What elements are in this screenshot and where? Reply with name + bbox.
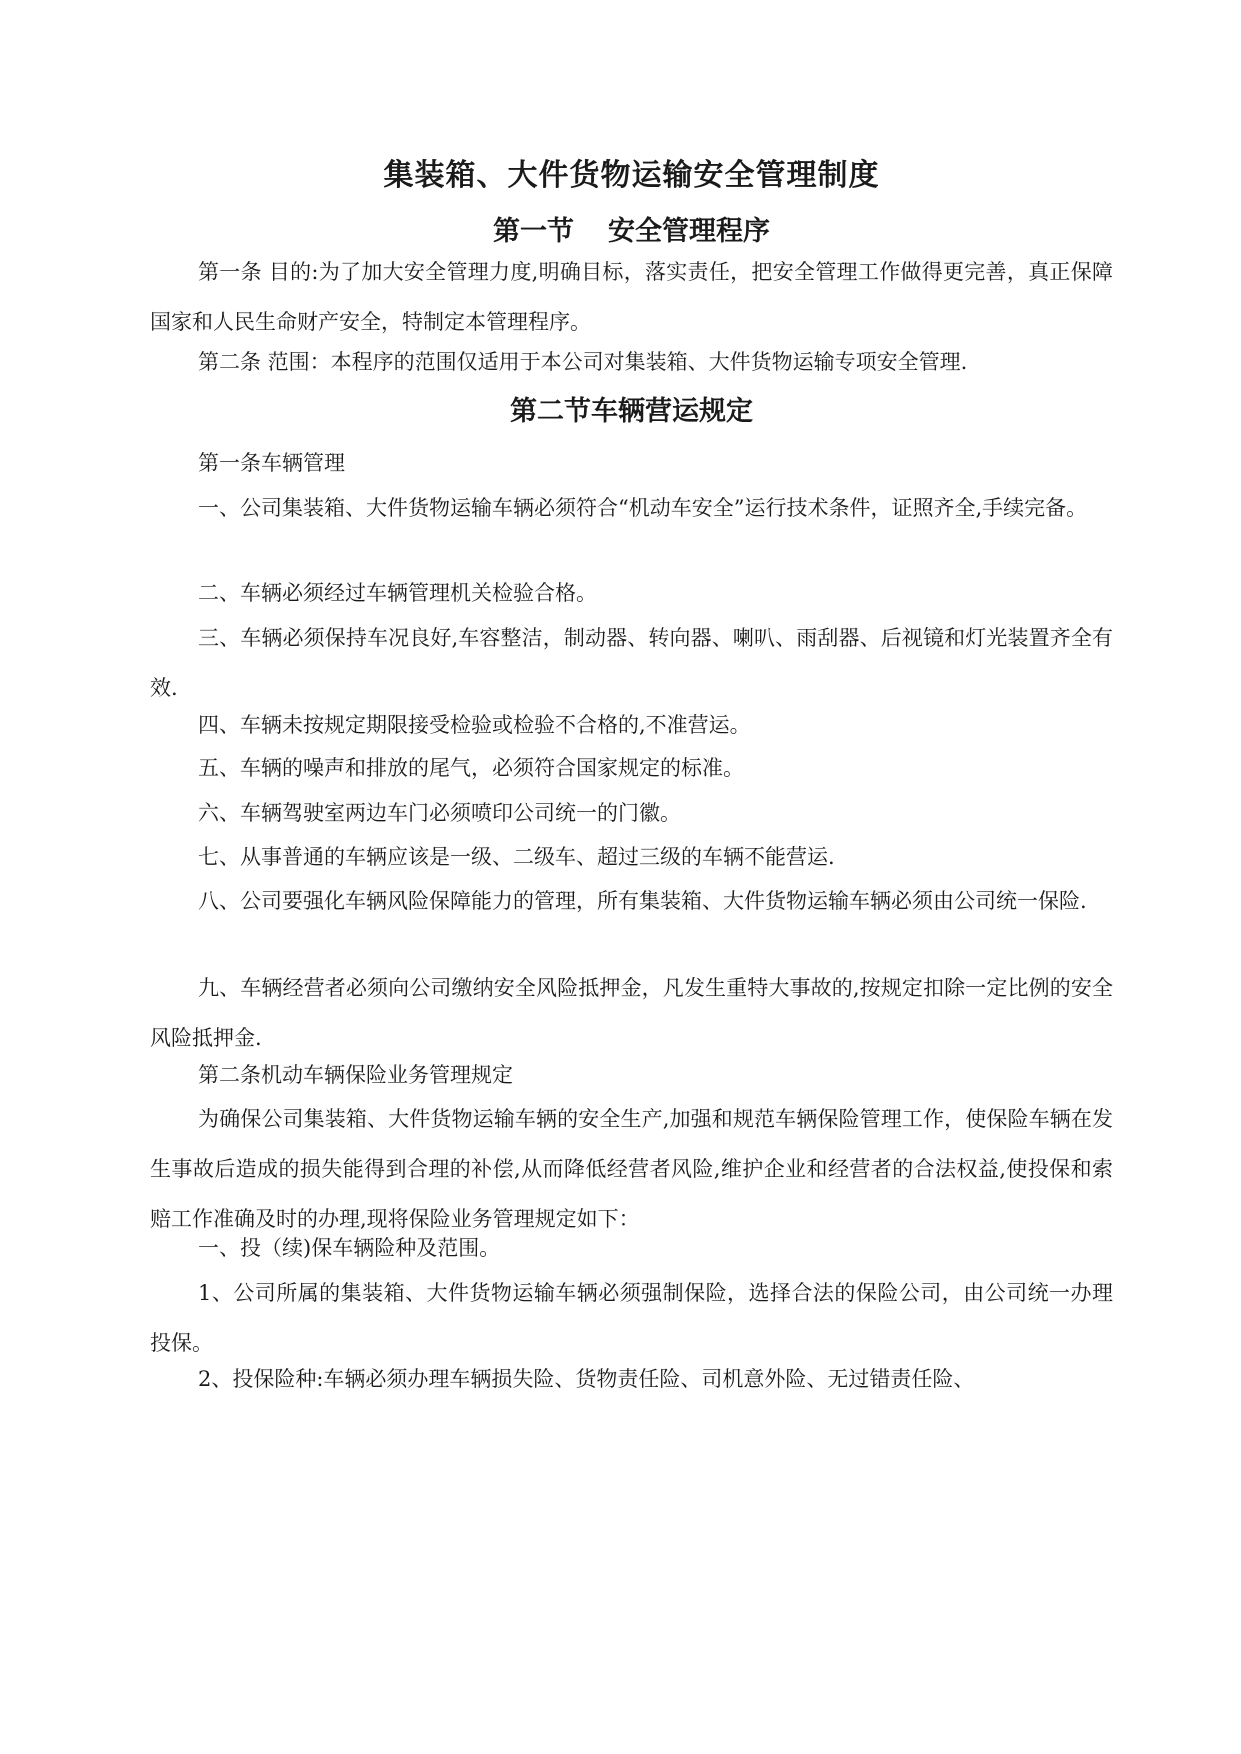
paragraph-item-8: 八、公司要强化车辆风险保障能力的管理，所有集装箱、大件货物运输车辆必须由公司统一保险.	[198, 889, 1087, 913]
paragraph-vehicle-management: 第一条车辆管理	[198, 451, 345, 475]
paragraph-item-6: 六、车辆驾驶室两边车门必须喷印公司统一的门徽。	[198, 801, 681, 825]
paragraph-insurance-item-1: 1、公司所属的集装箱、大件货物运输车辆必须强制保险，选择合法的保险公司，由公司统一办理投保。	[150, 1281, 1113, 1355]
paragraph-article-2-scope: 第二条 范围：本程序的范围仅适用于本公司对集装箱、大件货物运输专项安全管理.	[198, 350, 968, 374]
paragraph-insurance-rules-heading: 第二条机动车辆保险业务管理规定	[198, 1063, 513, 1087]
paragraph-item-5: 五、车辆的噪声和排放的尾气，必须符合国家规定的标准。	[198, 756, 744, 780]
paragraph-article-1-purpose: 第一条 目的:为了加大安全管理力度,明确目标，落实责任，把安全管理工作做得更完善，真正保障国家和人民生命财产安全，特制定本管理程序。	[150, 260, 1113, 334]
paragraph-item-4: 四、车辆未按规定期限接受检验或检验不合格的,不准营运。	[198, 713, 751, 737]
document-title: 集装箱、大件货物运输安全管理制度	[383, 158, 880, 193]
paragraph-insurance-scope: 一、投（续)保车辆险种及范围。	[198, 1236, 501, 1260]
paragraph-insurance-item-2: 2、投保险种:车辆必须办理车辆损失险、货物责任险、司机意外险、无过错责任险、	[198, 1367, 975, 1391]
paragraph-item-9: 九、车辆经营者必须向公司缴纳安全风险抵押金，凡发生重特大事故的,按规定扣除一定比例的安全风险抵押金.	[150, 976, 1113, 1050]
paragraph-insurance-intro: 为确保公司集装箱、大件货物运输车辆的安全生产,加强和规范车辆保险管理工作，使保险车辆在发生事故后造成的损失能得到合理的补偿,从而降低经营者风险,维护企业和经营者的合法权益,使投保和索赔工作准确及时的办理,现将保险业务管理规定如下：	[150, 1107, 1113, 1231]
paragraph-item-3: 三、车辆必须保持车况良好,车容整洁，制动器、转向器、喇叭、雨刮器、后视镜和灯光装置齐全有效.	[150, 626, 1113, 700]
paragraph-item-2: 二、车辆必须经过车辆管理机关检验合格。	[198, 581, 597, 605]
section-2-heading: 第二节车辆营运规定	[510, 396, 753, 427]
paragraph-item-7: 七、从事普通的车辆应该是一级、二级车、超过三级的车辆不能营运.	[198, 845, 835, 869]
section-1-number: 第一节	[493, 216, 574, 247]
paragraph-item-1: 一、公司集装箱、大件货物运输车辆必须符合“机动车安全”运行技术条件，证照齐全,手续完备。	[198, 496, 1088, 520]
section-1-title: 安全管理程序	[608, 216, 770, 247]
section-1-heading	[150, 212, 1113, 252]
